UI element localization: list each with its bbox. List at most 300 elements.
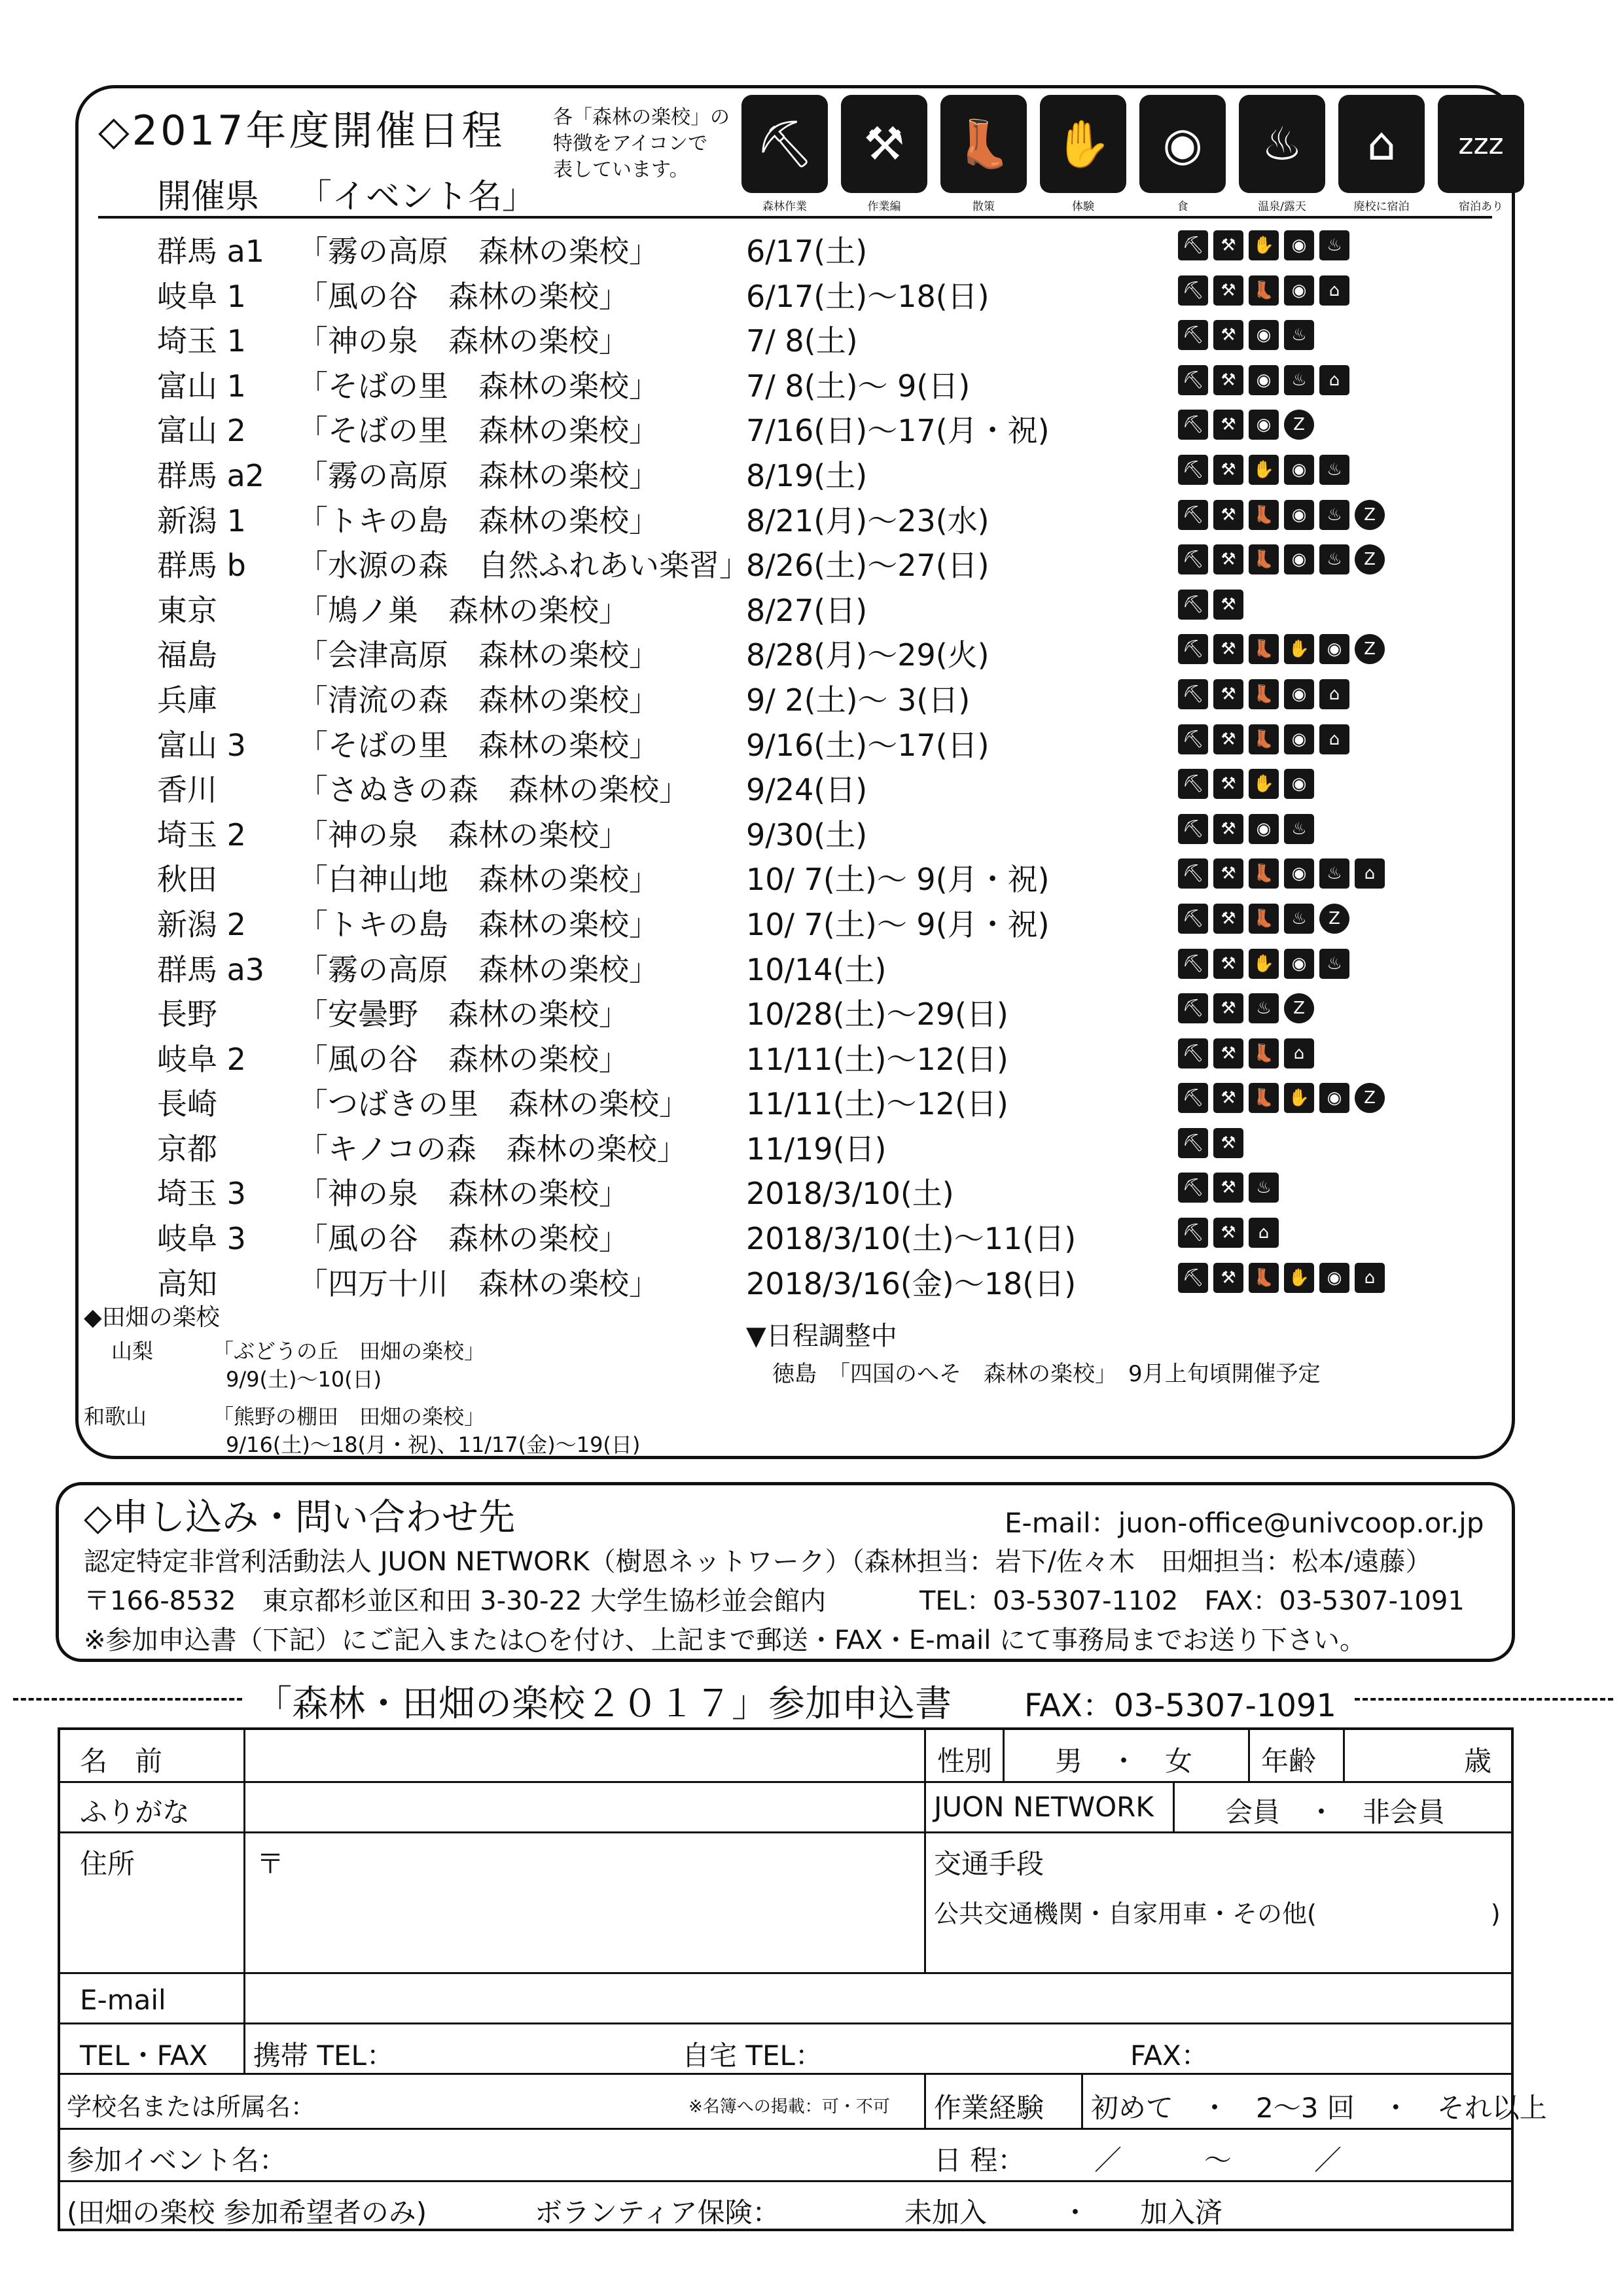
farm-pref: 和歌山 [84, 1404, 147, 1429]
age-unit: 歳 [1464, 1745, 1492, 1777]
hot-spring-icon: ♨ [1319, 500, 1349, 530]
schedule-row [0, 1120, 1505, 1165]
row-date: 8/21(月)～23(水) [746, 503, 990, 539]
row-event: 「会津高原 森林の楽校」 [298, 637, 659, 673]
schedule-row [0, 1210, 1505, 1255]
forest-work-icon: ⛏ [1178, 590, 1208, 620]
work-icon: ⚒ [1213, 500, 1243, 530]
food-icon: ◉ [1284, 544, 1314, 574]
work-icon: ⚒ [1213, 544, 1243, 574]
work-icon: ⚒ [1213, 365, 1243, 395]
forest-work-icon: ⛏ [1178, 1218, 1208, 1248]
row-icons [1178, 814, 1314, 844]
farm-date: 9/9(土)～10(日) [226, 1367, 382, 1392]
hot-spring-icon: ♨ [1239, 95, 1325, 193]
event-label: 参加イベント名： [67, 2144, 287, 2176]
row-pref: 富山 1 [157, 368, 246, 404]
row-date: 8/19(土) [746, 457, 868, 493]
row-icons [1178, 724, 1349, 754]
forest-work-icon: ⛏ [1178, 949, 1208, 979]
row-event: 「四万十川 森林の楽校」 [298, 1265, 659, 1301]
address-field[interactable] [270, 1843, 914, 1960]
name-label: 名 前 [80, 1745, 163, 1777]
forest-work-icon: ⛏ [1178, 724, 1208, 754]
name-field[interactable] [253, 1740, 914, 1776]
row-event: 「トキの島 森林の楽校」 [298, 906, 659, 942]
row-event: 「鳩ノ巣 森林の楽校」 [298, 592, 629, 628]
row-date: 9/16(土)～17(日) [746, 727, 990, 763]
contact-note: ※参加申込書（下記）にご記入または○を付け、上記まで郵送・FAX・E-mail にて事務局までお送り下さい。 [84, 1625, 1366, 1655]
row-date: 8/27(日) [746, 592, 868, 628]
row-pref: 岐阜 3 [157, 1221, 246, 1257]
schedule-row [0, 806, 1505, 851]
row-event: 「神の泉 森林の楽校」 [298, 1176, 629, 1212]
food-icon: ◉ [1249, 320, 1279, 350]
walk-icon: 👢 [1249, 858, 1279, 889]
work-icon: ⚒ [1213, 1038, 1243, 1069]
row-event: 「安曇野 森林の楽校」 [298, 997, 629, 1033]
hand-icon: ✋ [1249, 455, 1279, 485]
row-event: 「霧の高原 森林の楽校」 [298, 951, 659, 987]
row-date: 7/16(日)～17(月・祝) [746, 413, 1050, 449]
row-pref: 新潟 2 [157, 906, 246, 942]
overnight-icon: Z [1319, 904, 1349, 934]
work-icon: ⚒ [1213, 634, 1243, 664]
row-date: 11/11(土)～12(日) [746, 1086, 1008, 1122]
legend-label: 温泉/露天 [1258, 200, 1306, 213]
forest-work-icon: ⛏ [741, 95, 828, 193]
schedule-title: ◇2017年度開催日程 [98, 107, 505, 154]
work-icon: ⚒ [1213, 949, 1243, 979]
row-event: 「つばきの里 森林の楽校」 [298, 1086, 689, 1122]
row-date: 2018/3/10(土)～11(日) [746, 1221, 1077, 1257]
row-date: 2018/3/10(土) [746, 1176, 954, 1212]
row-date: 9/30(土) [746, 817, 868, 853]
hot-spring-icon: ♨ [1284, 365, 1314, 395]
schedule-row [0, 985, 1505, 1031]
food-icon: ◉ [1284, 230, 1314, 260]
forest-work-icon: ⛏ [1178, 500, 1208, 530]
row-event: 「キノコの森 森林の楽校」 [298, 1131, 687, 1167]
roster-note[interactable]: ※名簿への掲載：可・不可 [688, 2097, 890, 2117]
row-date: 7/ 8(土) [746, 323, 858, 359]
row-date: 7/ 8(土)～ 9(日) [746, 368, 971, 404]
insurance-separator: ・ [1061, 2197, 1090, 2229]
juon-label: JUON NETWORK [934, 1791, 1154, 1823]
row-icons [1178, 1263, 1385, 1293]
work-icon: ⚒ [1213, 814, 1243, 844]
row-pref: 群馬 b [157, 548, 246, 584]
row-icons [1178, 230, 1349, 260]
row-pref: 岐阜 2 [157, 1041, 246, 1077]
row-event: 「霧の高原 森林の楽校」 [298, 234, 659, 269]
walk-icon: 👢 [1249, 724, 1279, 754]
hot-spring-icon: ♨ [1319, 230, 1349, 260]
schedule-row [0, 1255, 1505, 1300]
legend-item [938, 95, 1029, 213]
schedule-field[interactable]: ／ ～ ／ [1094, 2144, 1342, 2176]
row-icons [1178, 365, 1349, 395]
row-pref: 群馬 a3 [157, 951, 265, 987]
farm-event: 「熊野の棚田 田畑の楽校」 [213, 1404, 486, 1429]
work-icon: ⚒ [1213, 1173, 1243, 1203]
hand-icon: ✋ [1284, 634, 1314, 664]
row-pref: 埼玉 2 [157, 817, 246, 853]
hot-spring-icon: ♨ [1319, 455, 1349, 485]
row-event: 「霧の高原 森林の楽校」 [298, 457, 659, 493]
row-date: 6/17(土) [746, 234, 868, 269]
food-icon: ◉ [1284, 858, 1314, 889]
schedule-row [0, 582, 1505, 627]
legend-item [839, 95, 929, 213]
food-icon: ◉ [1319, 1083, 1349, 1113]
row-pref: 群馬 a1 [157, 234, 265, 269]
hand-icon: ✋ [1249, 769, 1279, 799]
work-icon: ⚒ [1213, 858, 1243, 889]
work-icon: ⚒ [1213, 1218, 1243, 1248]
school-stay-icon: ⌂ [1355, 1263, 1385, 1293]
forest-work-icon: ⛏ [1178, 858, 1208, 889]
icon-legend [740, 95, 1526, 213]
row-event: 「そばの里 森林の楽校」 [298, 413, 659, 449]
food-icon: ◉ [1319, 1263, 1349, 1293]
hot-spring-icon: ♨ [1284, 320, 1314, 350]
school-stay-icon: ⌂ [1319, 724, 1349, 754]
row-icons [1178, 1173, 1279, 1203]
contact-email[interactable]: E-mail：juon-office@univcoop.or.jp [1005, 1507, 1484, 1539]
row-event: 「神の泉 森林の楽校」 [298, 323, 629, 359]
hand-icon: ✋ [1249, 949, 1279, 979]
row-pref: 埼玉 3 [157, 1176, 246, 1212]
hot-spring-icon: ♨ [1249, 993, 1279, 1023]
walk-icon: 👢 [1249, 634, 1279, 664]
school-stay-icon: ⌂ [1249, 1218, 1279, 1248]
row-date: 10/ 7(土)～ 9(月・祝) [746, 862, 1050, 898]
forest-work-icon: ⛏ [1178, 410, 1208, 440]
farm-event: 「ぶどうの丘 田畑の楽校」 [213, 1339, 486, 1364]
row-pref: 群馬 a2 [157, 457, 265, 493]
work-icon: ⚒ [1213, 769, 1243, 799]
row-pref: 埼玉 1 [157, 323, 246, 359]
hot-spring-icon: ♨ [1319, 544, 1349, 574]
row-icons [1178, 410, 1314, 440]
fax-label: FAX： [1130, 2040, 1209, 2072]
legend-divider [98, 216, 1492, 219]
farm-pref: 山梨 [111, 1339, 154, 1364]
row-pref: 長崎 [157, 1086, 217, 1122]
overnight-icon: Z [1355, 1083, 1385, 1113]
experience-label: 作業経験 [934, 2092, 1044, 2124]
legend-label: 体験 [1072, 200, 1094, 213]
forest-work-icon: ⛏ [1178, 455, 1208, 485]
row-event: 「白神山地 森林の楽校」 [298, 862, 659, 898]
forest-work-icon: ⛏ [1178, 1128, 1208, 1158]
forest-work-icon: ⛏ [1178, 544, 1208, 574]
walk-icon: 👢 [1249, 679, 1279, 709]
walk-icon: 👢 [940, 95, 1027, 193]
work-icon: ⚒ [1213, 590, 1243, 620]
overnight-icon: Z [1284, 410, 1314, 440]
contact-address: 〒166-8532 東京都杉並区和田 3-30-22 大学生協杉並会館内 [84, 1586, 827, 1616]
work-icon: ⚒ [1213, 724, 1243, 754]
row-pref: 秋田 [157, 862, 217, 898]
row-pref: 岐阜 1 [157, 278, 246, 314]
gender-options[interactable]: 男 ・ 女 [1055, 1745, 1193, 1777]
legend-label: 宿泊あり [1459, 200, 1503, 213]
tel-fax-label: TEL・FAX [80, 2040, 208, 2072]
food-icon: ◉ [1284, 275, 1314, 306]
insurance-no-option[interactable]: 未加入 [904, 2197, 988, 2229]
food-icon: ◉ [1284, 500, 1314, 530]
overnight-icon: zzz [1438, 95, 1524, 193]
furigana-field[interactable] [253, 1791, 914, 1827]
row-icons [1178, 858, 1385, 889]
forest-work-icon: ⛏ [1178, 365, 1208, 395]
icon-note-line: 特徴をアイコンで [553, 132, 708, 155]
walk-icon: 👢 [1249, 275, 1279, 306]
insurance-label: ボランティア保険： [535, 2197, 780, 2229]
food-icon: ◉ [1284, 949, 1314, 979]
farm-only-note: (田畑の楽校 参加希望者のみ) [67, 2197, 427, 2229]
icon-note-line: 表しています。 [553, 158, 689, 181]
legend-item [1436, 95, 1526, 213]
forest-work-icon: ⛏ [1178, 904, 1208, 934]
forest-work-icon: ⛏ [1178, 230, 1208, 260]
contact-org: 認定特定非営利活動法人 JUON NETWORK（樹恩ネットワーク）（森林担当：岩下/佐々木 田畑担当：松本/遠藤） [84, 1547, 1432, 1577]
schedule-row [0, 1031, 1505, 1076]
forest-work-icon: ⛏ [1178, 1038, 1208, 1069]
transport-options[interactable]: 公共交通機関・自家用車・その他( ) [934, 1899, 1501, 1928]
schedule-row [0, 626, 1505, 671]
row-event: 「風の谷 森林の楽校」 [298, 1221, 629, 1257]
row-event: 「風の谷 森林の楽校」 [298, 278, 629, 314]
schedule-label: 日 程： [934, 2144, 1026, 2176]
schedule-row [0, 447, 1505, 492]
school-stay-icon: ⌂ [1319, 275, 1349, 306]
schedule-row [0, 941, 1505, 986]
form-fax: FAX：03-5307-1091 [1024, 1687, 1336, 1724]
transport-label: 交通手段 [934, 1848, 1044, 1880]
hot-spring-icon: ♨ [1319, 949, 1349, 979]
food-icon: ◉ [1249, 365, 1279, 395]
row-pref: 香川 [157, 772, 217, 808]
column-event-heading: 「イベント名」 [298, 177, 537, 217]
form-title: 「森林・田畑の楽校２０１７」参加申込書 [255, 1683, 952, 1725]
row-icons [1178, 1218, 1279, 1248]
forest-work-icon: ⛏ [1178, 814, 1208, 844]
row-date: 9/ 2(土)～ 3(日) [746, 682, 971, 718]
hot-spring-icon: ♨ [1284, 814, 1314, 844]
forest-work-icon: ⛏ [1178, 275, 1208, 306]
schedule-row [0, 312, 1505, 357]
age-label: 年齢 [1261, 1745, 1317, 1777]
walk-icon: 👢 [1249, 904, 1279, 934]
forest-work-icon: ⛏ [1178, 679, 1208, 709]
legend-item [740, 95, 830, 213]
row-icons [1178, 320, 1314, 350]
work-icon: ⚒ [1213, 410, 1243, 440]
row-event: 「そばの里 森林の楽校」 [298, 727, 659, 763]
schedule-row [0, 222, 1505, 268]
hand-icon: ✋ [1284, 1263, 1314, 1293]
row-pref: 京都 [157, 1131, 217, 1167]
legend-item [1137, 95, 1228, 213]
food-icon: ◉ [1284, 769, 1314, 799]
cut-line-left [13, 1698, 242, 1701]
schedule-row [0, 357, 1505, 402]
row-event: 「清流の森 森林の楽校」 [298, 682, 659, 718]
forest-work-icon: ⛏ [1178, 993, 1208, 1023]
hand-icon: ✋ [1040, 95, 1126, 193]
row-date: 10/14(土) [746, 951, 887, 987]
legend-label: 森林作業 [762, 200, 807, 213]
schedule-row [0, 1165, 1505, 1210]
walk-icon: 👢 [1249, 544, 1279, 574]
row-event: 「さぬきの森 森林の楽校」 [298, 772, 689, 808]
row-icons [1178, 500, 1385, 530]
farm-date: 9/16(土)～18(月・祝)、11/17(金)～19(日) [226, 1432, 641, 1457]
row-icons [1178, 1083, 1385, 1113]
school-label: 学校名または所属名： [67, 2093, 316, 2121]
row-event: 「神の泉 森林の楽校」 [298, 817, 629, 853]
experience-options[interactable]: 初めて ・ 2～3 回 ・ それ以上 [1091, 2092, 1547, 2124]
work-icon: ⚒ [841, 95, 927, 193]
schedule-row [0, 268, 1505, 313]
email-field[interactable] [253, 1984, 1497, 2020]
food-icon: ◉ [1249, 814, 1279, 844]
legend-label: 廃校に宿泊 [1353, 200, 1410, 213]
row-icons [1178, 949, 1349, 979]
member-options[interactable]: 会員 ・ 非会員 [1225, 1796, 1446, 1828]
age-field[interactable] [1346, 1740, 1484, 1776]
school-stay-icon: ⌂ [1319, 679, 1349, 709]
food-icon: ◉ [1139, 95, 1226, 193]
work-icon: ⚒ [1213, 275, 1243, 306]
row-icons [1178, 679, 1349, 709]
row-icons [1178, 993, 1314, 1023]
icon-note [553, 105, 730, 183]
address-label: 住所 [80, 1848, 135, 1880]
schedule-row [0, 716, 1505, 762]
schedule-row [0, 1075, 1505, 1120]
food-icon: ◉ [1319, 634, 1349, 664]
row-icons [1178, 769, 1314, 799]
hot-spring-icon: ♨ [1249, 1173, 1279, 1203]
row-icons [1178, 590, 1243, 620]
legend-item [1038, 95, 1128, 213]
row-icons [1178, 455, 1349, 485]
application-form [58, 1727, 1547, 2231]
legend-item [1336, 95, 1427, 213]
row-pref: 兵庫 [157, 682, 217, 718]
row-pref: 富山 2 [157, 413, 246, 449]
hot-spring-icon: ♨ [1284, 904, 1314, 934]
postal-mark: 〒 [257, 1848, 285, 1880]
overnight-icon: Z [1355, 634, 1385, 664]
hand-icon: ✋ [1284, 1083, 1314, 1113]
schedule-row [0, 492, 1505, 537]
farm-heading: ◆田畑の楽校 [84, 1304, 220, 1331]
food-icon: ◉ [1249, 410, 1279, 440]
work-icon: ⚒ [1213, 904, 1243, 934]
schedule-row [0, 851, 1505, 896]
legend-label: 散策 [972, 200, 995, 213]
food-icon: ◉ [1284, 679, 1314, 709]
legend-label: 食 [1177, 200, 1188, 213]
contact-tel-fax: TEL：03-5307-1102 FAX：03-5307-1091 [919, 1586, 1465, 1616]
row-event: 「そばの里 森林の楽校」 [298, 368, 659, 404]
work-icon: ⚒ [1213, 1128, 1243, 1158]
hot-spring-icon: ♨ [1319, 858, 1349, 889]
column-pref-heading: 開催県 [157, 177, 260, 217]
cut-line-right [1355, 1698, 1613, 1701]
insurance-yes-option[interactable]: 加入済 [1140, 2197, 1223, 2229]
row-date: 11/11(土)～12(日) [746, 1041, 1008, 1077]
row-icons [1178, 1128, 1243, 1158]
row-icons [1178, 1038, 1314, 1069]
mobile-tel-label: 携帯 TEL： [253, 2040, 394, 2072]
schedule-row [0, 761, 1505, 806]
email-label: E-mail [80, 1984, 166, 2016]
work-icon: ⚒ [1213, 993, 1243, 1023]
row-pref: 東京 [157, 592, 217, 628]
forest-work-icon: ⛏ [1178, 1263, 1208, 1293]
walk-icon: 👢 [1249, 1038, 1279, 1069]
work-icon: ⚒ [1213, 679, 1243, 709]
forest-work-icon: ⛏ [1178, 1083, 1208, 1113]
schedule-row [0, 402, 1505, 447]
work-icon: ⚒ [1213, 320, 1243, 350]
schedule-list [0, 222, 1505, 1299]
furigana-label: ふりがな [80, 1796, 190, 1828]
schedule-row [0, 671, 1505, 716]
row-date: 9/24(日) [746, 772, 868, 808]
row-icons [1178, 275, 1349, 306]
overnight-icon: Z [1355, 500, 1385, 530]
work-icon: ⚒ [1213, 455, 1243, 485]
row-date: 11/19(日) [746, 1131, 887, 1167]
row-date: 2018/3/16(金)～18(日) [746, 1265, 1077, 1301]
row-date: 6/17(土)～18(日) [746, 278, 990, 314]
adjusting-event: 徳島 「四国のへそ 森林の楽校」 9月上旬頃開催予定 [772, 1361, 1321, 1387]
work-icon: ⚒ [1213, 1263, 1243, 1293]
row-date: 10/28(土)～29(日) [746, 997, 1008, 1033]
overnight-icon: Z [1355, 544, 1385, 574]
overnight-icon: Z [1284, 993, 1314, 1023]
row-date: 10/ 7(土)～ 9(月・祝) [746, 906, 1050, 942]
row-date: 8/28(月)～29(火) [746, 637, 990, 673]
gender-label: 性別 [937, 1745, 993, 1777]
school-stay-icon: ⌂ [1319, 365, 1349, 395]
forest-work-icon: ⛏ [1178, 769, 1208, 799]
legend-label: 作業編 [867, 200, 901, 213]
row-event: 「風の谷 森林の楽校」 [298, 1041, 629, 1077]
food-icon: ◉ [1284, 455, 1314, 485]
food-icon: ◉ [1284, 724, 1314, 754]
school-stay-icon: ⌂ [1338, 95, 1425, 193]
row-pref: 富山 3 [157, 727, 246, 763]
school-stay-icon: ⌂ [1355, 858, 1385, 889]
legend-item [1237, 95, 1327, 213]
walk-icon: 👢 [1249, 500, 1279, 530]
walk-icon: 👢 [1249, 1263, 1279, 1293]
row-event: 「トキの島 森林の楽校」 [298, 503, 659, 539]
hand-icon: ✋ [1249, 230, 1279, 260]
row-pref: 高知 [157, 1265, 217, 1301]
work-icon: ⚒ [1213, 1083, 1243, 1113]
forest-work-icon: ⛏ [1178, 634, 1208, 664]
schedule-row [0, 896, 1505, 941]
